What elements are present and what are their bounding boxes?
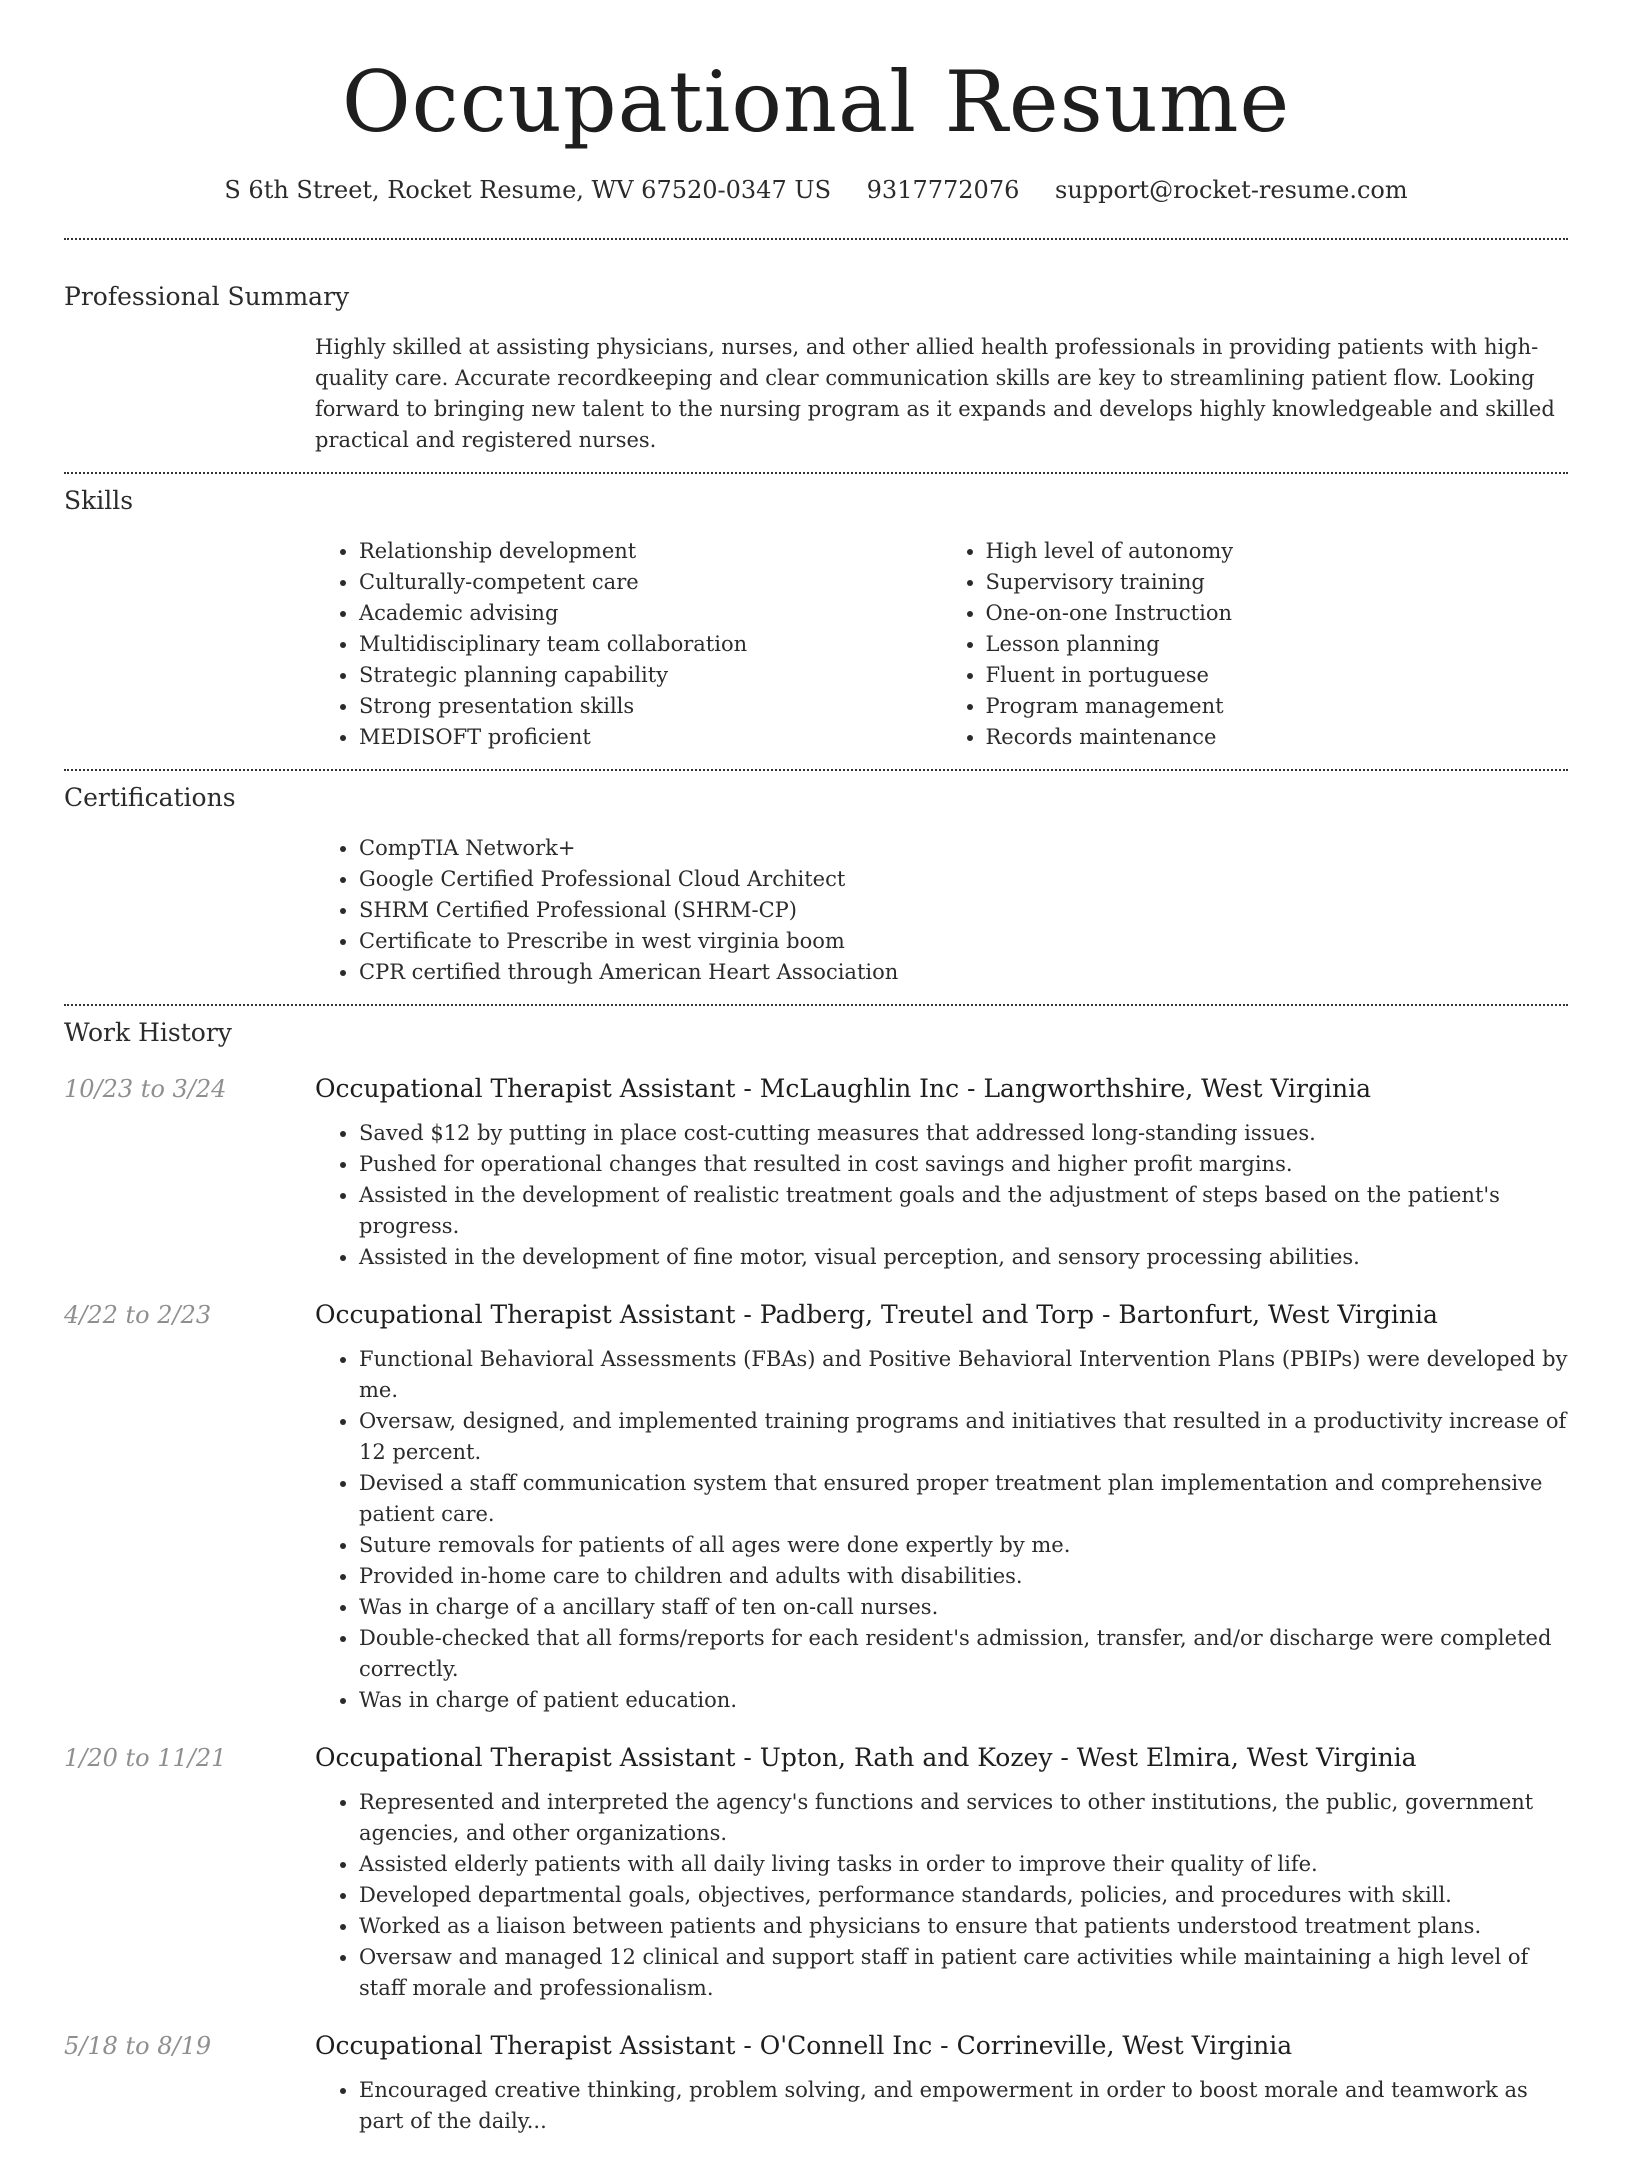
list-item: • Strategic planning capability: [359, 660, 942, 691]
list-item: • CPR certified through American Heart Association: [359, 957, 1568, 988]
list-item: • Culturally-competent care: [359, 567, 942, 598]
job-dates: 5/18 to 8/19: [64, 2032, 212, 2060]
list-item: • Was in charge of a ancillary staff of ten on-call nurses.: [359, 1592, 1568, 1623]
list-item: • Academic advising: [359, 598, 942, 629]
job-title: Occupational Therapist Assistant - Padberg, Treutel and Torp - Bartonfurt, West Virginia: [315, 1300, 1438, 1329]
job-entry: [64, 1741, 1568, 2004]
list-item: • Strong presentation skills: [359, 691, 942, 722]
summary-section: [64, 240, 1568, 472]
list-item: • Was in charge of patient education.: [359, 1685, 1568, 1716]
job-dates: 4/22 to 2/23: [64, 1301, 212, 1329]
job-entry: [64, 1298, 1568, 1716]
skills-columns: [315, 536, 1568, 753]
list-item: • Encouraged creative thinking, problem solving, and empowerment in order to boost morale and teamwork as part of the daily...: [359, 2075, 1568, 2137]
skills-section: [64, 474, 1568, 769]
list-item: • Devised a staff communication system that ensured proper treatment plan implementation and comprehensive patient care.: [359, 1468, 1568, 1530]
list-item: • Oversaw, designed, and implemented training programs and initiatives that resulted in a productivity increase of 12 percent.: [359, 1406, 1568, 1468]
work-section: [64, 1006, 1568, 2137]
list-item: • CompTIA Network+: [359, 833, 1568, 864]
job-entry: [64, 2029, 1568, 2137]
certifications-list: [315, 833, 1568, 988]
job-bullets: [315, 1787, 1568, 2004]
certifications-list-wrap: [315, 833, 1568, 988]
list-item: • Double-checked that all forms/reports for each resident's admission, transfer, and/or discharge were completed correctly.: [359, 1623, 1568, 1685]
list-item: • One-on-one Instruction: [986, 598, 1569, 629]
list-item: • Pushed for operational changes that resulted in cost savings and higher profit margins.: [359, 1149, 1568, 1180]
certifications-section: [64, 771, 1568, 1004]
contact-line: [64, 174, 1568, 206]
list-item: • Assisted elderly patients with all daily living tasks in order to improve their quality of life.: [359, 1849, 1568, 1880]
list-item: • Records maintenance: [986, 722, 1569, 753]
list-item: • Worked as a liaison between patients and physicians to ensure that patients understood treatment plans.: [359, 1911, 1568, 1942]
list-item: • SHRM Certified Professional (SHRM-CP): [359, 895, 1568, 926]
job-bullets: [315, 2075, 1568, 2137]
job-dates: 10/23 to 3/24: [64, 1075, 227, 1103]
job-bullets: [315, 1344, 1568, 1716]
list-item: • Saved $12 by putting in place cost-cutting measures that addressed long-standing issues.: [359, 1118, 1568, 1149]
list-item: • Certificate to Prescribe in west virginia boom: [359, 926, 1568, 957]
list-item: • Lesson planning: [986, 629, 1569, 660]
list-item: • Represented and interpreted the agency's functions and services to other institutions, the public, government agencies, and other organizations.: [359, 1787, 1568, 1849]
list-item: • Suture removals for patients of all ages were done expertly by me.: [359, 1530, 1568, 1561]
job-title: Occupational Therapist Assistant - McLaughlin Inc - Langworthshire, West Virginia: [315, 1074, 1372, 1103]
section-title-skills: Skills: [64, 486, 134, 515]
list-item: • Assisted in the development of realistic treatment goals and the adjustment of steps based on the patient's progress.: [359, 1180, 1568, 1242]
resume-page: [64, 0, 1568, 2162]
skills-list-left: [315, 536, 942, 753]
list-item: • Developed departmental goals, objectives, performance standards, policies, and procedures with skill.: [359, 1880, 1568, 1911]
list-item: • Functional Behavioral Assessments (FBAs) and Positive Behavioral Intervention Plans (PBIPs) were developed by me.: [359, 1344, 1568, 1406]
job-dates: 1/20 to 11/21: [64, 1744, 227, 1772]
contact-phone: 9317772076: [866, 176, 1020, 204]
job-title: Occupational Therapist Assistant - Upton, Rath and Kozey - West Elmira, West Virginia: [315, 1743, 1417, 1772]
section-title-summary: Professional Summary: [64, 282, 350, 311]
list-item: • Supervisory training: [986, 567, 1569, 598]
list-item: • MEDISOFT proficient: [359, 722, 942, 753]
job-bullets: [315, 1118, 1568, 1273]
list-item: • High level of autonomy: [986, 536, 1569, 567]
list-item: • Fluent in portuguese: [986, 660, 1569, 691]
list-item: • Provided in-home care to children and adults with disabilities.: [359, 1561, 1568, 1592]
section-title-certifications: Certifications: [64, 783, 236, 812]
job-entry: [64, 1072, 1568, 1273]
list-item: • Assisted in the development of fine motor, visual perception, and sensory processing abilities.: [359, 1242, 1568, 1273]
job-title: Occupational Therapist Assistant - O'Connell Inc - Corrineville, West Virginia: [315, 2031, 1293, 2060]
resume-title: Occupational Resume: [341, 53, 1291, 151]
section-title-work: Work History: [64, 1018, 232, 1047]
contact-email: support@rocket-resume.com: [1055, 176, 1408, 204]
list-item: • Google Certified Professional Cloud Architect: [359, 864, 1568, 895]
list-item: • Multidisciplinary team collaboration: [359, 629, 942, 660]
list-item: • Program management: [986, 691, 1569, 722]
list-item: • Relationship development: [359, 536, 942, 567]
summary-text: Highly skilled at assisting physicians, nurses, and other allied health professionals in providing patients with high-quality care. Accurate recordkeeping and clear communication skills are key to streamlining patient flow. Looking forward to bringing new talent to the nursing program as it expands and develops highly knowledgeable and skilled practical and registered nurses.: [315, 335, 1555, 452]
contact-address: S 6th Street, Rocket Resume, WV 67520-0347 US: [224, 176, 832, 204]
skills-list-right: [942, 536, 1569, 753]
list-item: • Oversaw and managed 12 clinical and support staff in patient care activities while maintaining a high level of staff morale and professionalism.: [359, 1942, 1568, 2004]
